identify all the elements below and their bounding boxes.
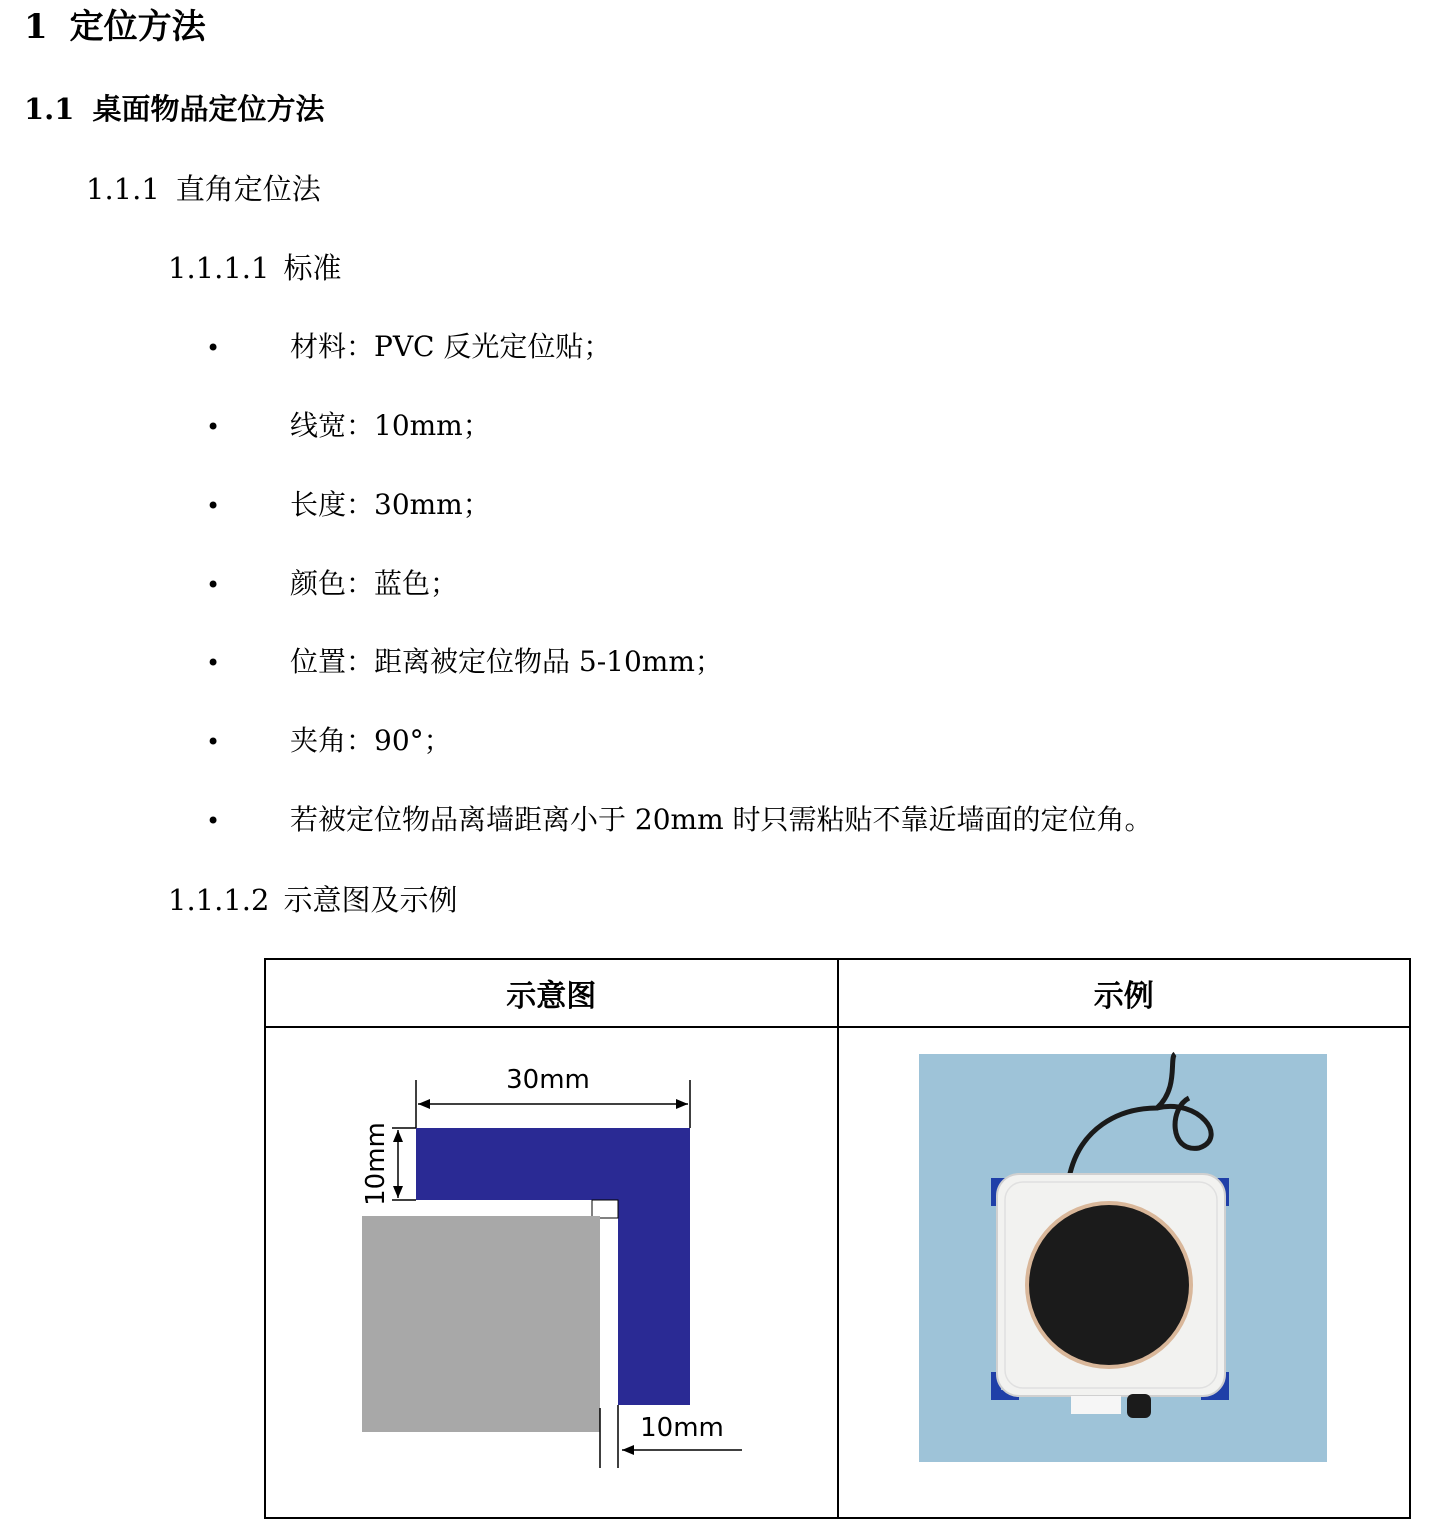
list-item-text: 颜色：蓝色； bbox=[290, 567, 459, 600]
list-item bbox=[206, 564, 458, 605]
gap-dimension-label: 10mm bbox=[640, 1413, 724, 1443]
heading-3-number: 1.1.1 bbox=[86, 172, 160, 206]
diagram-cell bbox=[265, 1027, 838, 1518]
bullet-icon: • bbox=[206, 649, 221, 677]
heading-2 bbox=[24, 88, 324, 130]
list-item bbox=[206, 800, 1153, 841]
list-item-text: 线宽：10mm； bbox=[290, 409, 491, 442]
diagram-table bbox=[264, 958, 1411, 1519]
bullet-icon: • bbox=[206, 571, 221, 599]
heading-4-number: 1.1.1.2 bbox=[168, 883, 270, 917]
example-photo bbox=[839, 1028, 1411, 1518]
length-dimension-label: 30mm bbox=[506, 1065, 590, 1095]
heading-3-text: 直角定位法 bbox=[175, 172, 321, 206]
list-item bbox=[206, 485, 491, 526]
list-item-text: 位置：距离被定位物品 5-10mm； bbox=[290, 645, 723, 678]
bullet-icon: • bbox=[206, 728, 221, 756]
bullet-icon: • bbox=[206, 413, 221, 441]
bullet-icon: • bbox=[206, 334, 221, 362]
heading-3 bbox=[86, 168, 321, 210]
heading-2-number: 1.1 bbox=[24, 92, 75, 126]
table-header-example: 示例 bbox=[838, 959, 1411, 1027]
list-item bbox=[206, 721, 452, 762]
list-item-text: 材料：PVC 反光定位贴； bbox=[290, 330, 612, 363]
heading-1-text: 定位方法 bbox=[69, 7, 206, 47]
list-item-text: 夹角：90°； bbox=[290, 724, 452, 757]
list-item bbox=[206, 406, 491, 447]
example-cell bbox=[838, 1027, 1411, 1518]
corner-marker-diagram bbox=[266, 1028, 838, 1518]
table-header-diagram: 示意图 bbox=[265, 959, 838, 1027]
heading-4-text: 示意图及示例 bbox=[283, 883, 458, 917]
heading-4-standard bbox=[168, 247, 341, 289]
heading-4-text: 标准 bbox=[283, 251, 342, 285]
positioned-object bbox=[362, 1216, 600, 1432]
list-item-text: 若被定位物品离墙距离小于 20mm 时只需粘贴不靠近墙面的定位角。 bbox=[290, 803, 1153, 836]
heading-1-number: 1 bbox=[24, 7, 48, 47]
bullet-icon: • bbox=[206, 807, 221, 835]
width-dimension-label: 10mm bbox=[361, 1122, 391, 1206]
list-item bbox=[206, 642, 723, 683]
bullet-icon: • bbox=[206, 492, 221, 520]
list-item bbox=[206, 327, 611, 368]
heading-1 bbox=[24, 4, 206, 50]
heading-4-number: 1.1.1.1 bbox=[168, 251, 270, 285]
heading-2-text: 桌面物品定位方法 bbox=[92, 92, 325, 126]
heading-4-diagram bbox=[168, 879, 457, 921]
list-item-text: 长度：30mm； bbox=[290, 488, 491, 521]
